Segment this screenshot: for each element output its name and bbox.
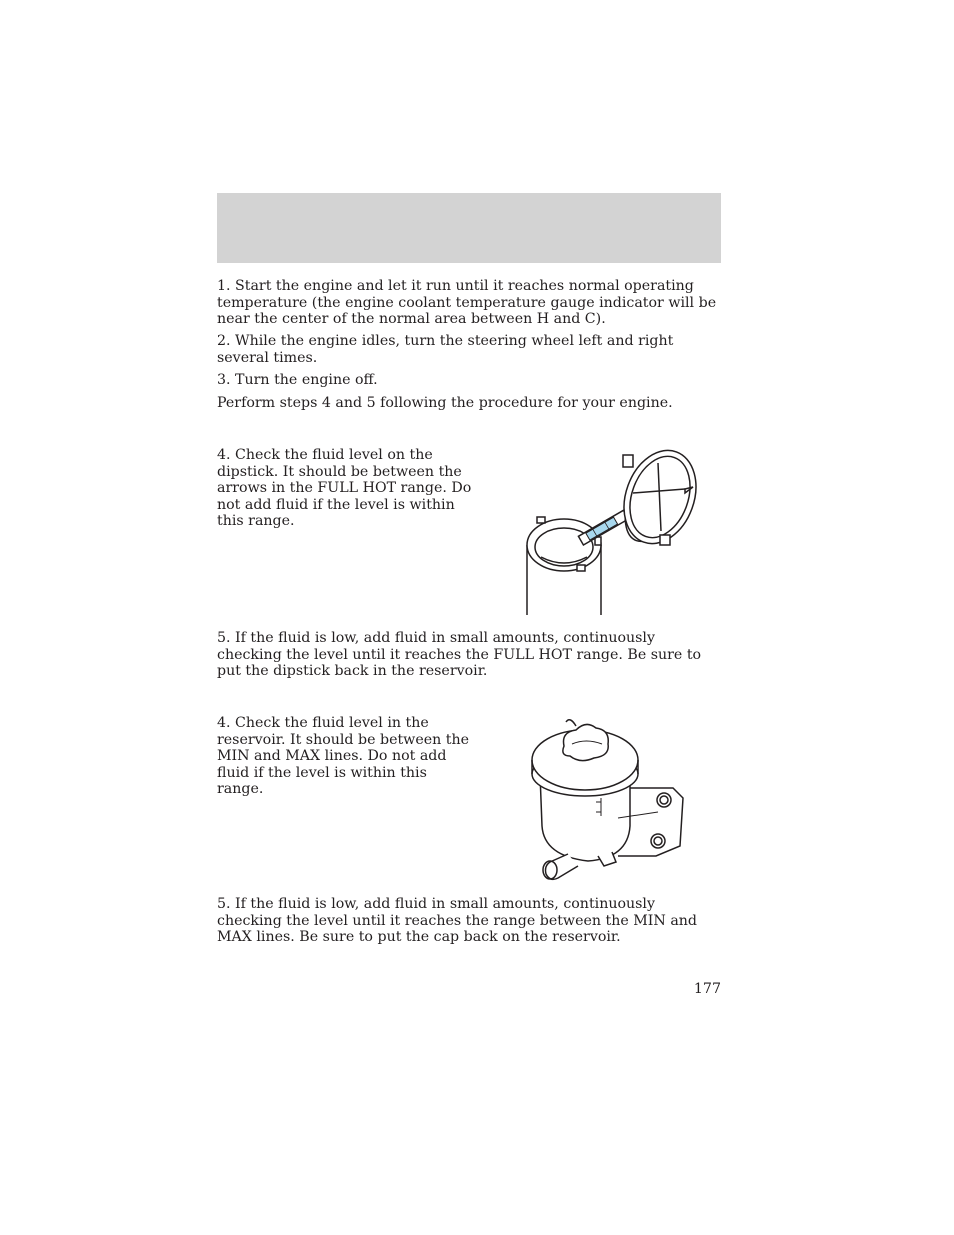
dipstick-step-4-text: 4. Check the fluid level on the dipstick. It should be between the arrows in the FULL HOT range. Do not add fluid if the level is within this range. [217, 447, 472, 530]
reservoir-illustration [528, 716, 688, 884]
dipstick-illustration [515, 445, 700, 617]
dipstick-step-5-text: 5. If the fluid is low, add fluid in small amounts, continuously checking the level until it reaches the FULL HOT range. Be sure to put the dipstick back in the reservoir. [217, 630, 702, 680]
intro-text: Perform steps 4 and 5 following the procedure for your engine. [217, 395, 673, 411]
step-2-text: 2. While the engine idles, turn the steering wheel left and right several times. [217, 333, 674, 366]
page-number: 177 [693, 981, 721, 997]
step-3-text: 3. Turn the engine off. [217, 372, 378, 388]
reservoir-step-5-text: 5. If the fluid is low, add fluid in small amounts, continuously checking the level until it reaches the range between the MIN and MAX lines. Be sure to put the cap back on the reservoir. [217, 896, 697, 946]
reservoir-step-4-text: 4. Check the fluid level in the reservoir. It should be between the MIN and MAX lines. Do not add fluid if the level is within this range. [217, 715, 469, 798]
section-header-band [217, 193, 721, 263]
step-1-text: 1. Start the engine and let it run until it reaches normal operating temperature (the engine coolant temperature gauge indicator will be near the center of the normal area between H and C). [217, 278, 717, 328]
